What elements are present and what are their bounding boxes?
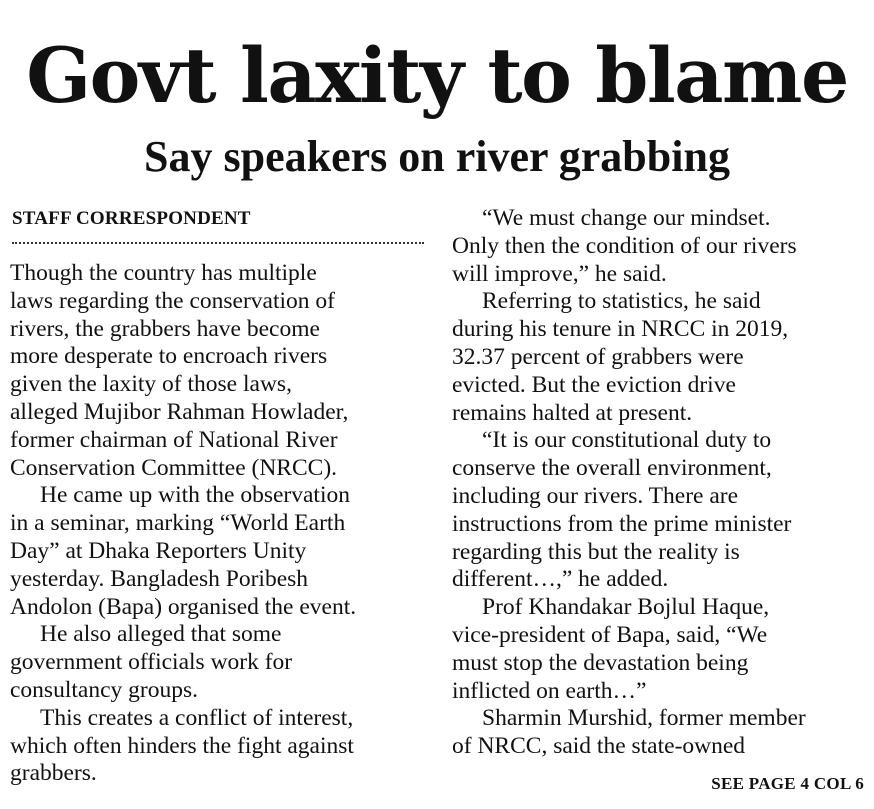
- body-line: given the laxity of those laws,: [10, 371, 292, 398]
- body-line: of NRCC, said the state-owned: [452, 733, 746, 760]
- body-line: instructions from the prime minister: [452, 510, 792, 537]
- byline-divider: [12, 242, 424, 244]
- headline: Govt laxity to blame: [26, 31, 848, 120]
- body-line: different…,” he added.: [452, 566, 669, 593]
- body-line: Sharmin Murshid, former member: [482, 705, 806, 732]
- body-line: “We must change our mindset.: [482, 205, 771, 231]
- body-line: Though the country has multiple: [10, 260, 317, 286]
- body-line: This creates a conflict of interest,: [40, 704, 354, 731]
- body-line: Andolon (Bapa) organised the event.: [10, 593, 357, 620]
- body-line: Conservation Committee (NRCC).: [10, 454, 338, 481]
- subheadline: Say speakers on river grabbing: [144, 132, 730, 181]
- body-line: consultancy groups.: [10, 676, 198, 703]
- body-line: Referring to statistics, he said: [482, 288, 761, 315]
- jump-reference: SEE PAGE 4 COL 6: [711, 774, 864, 793]
- body-line: He came up with the observation: [40, 482, 350, 509]
- body-line: evicted. But the eviction drive: [452, 371, 736, 398]
- body-line: will improve,” he said.: [452, 260, 667, 287]
- body-line: which often hinders the fight against: [10, 732, 354, 759]
- body-line: former chairman of National River: [10, 426, 338, 453]
- body-line: government officials work for: [10, 649, 293, 676]
- body-line: remains halted at present.: [452, 399, 693, 426]
- body-line: He also alleged that some: [40, 621, 282, 648]
- body-line: in a seminar, marking “World Earth: [10, 510, 346, 537]
- body-line: during his tenure in NRCC in 2019,: [452, 316, 789, 343]
- body-line: alleged Mujibor Rahman Howlader,: [10, 398, 349, 425]
- body-line: rivers, the grabbers have become: [10, 315, 320, 342]
- left-column: [10, 260, 430, 788]
- byline: STAFF CORRESPONDENT: [12, 208, 251, 229]
- body-line: grabbers.: [10, 760, 97, 787]
- body-line: “It is our constitutional duty to: [482, 427, 772, 454]
- body-line: Prof Khandakar Bojlul Haque,: [482, 594, 770, 621]
- body-line: must stop the devastation being: [452, 649, 749, 676]
- body-line: Day” at Dhaka Reporters Unity: [10, 537, 307, 564]
- body-line: more desperate to encroach rivers: [10, 343, 328, 370]
- right-column: [452, 205, 872, 761]
- body-line: 32.37 percent of grabbers were: [452, 343, 744, 370]
- body-line: Only then the condition of our rivers: [452, 232, 797, 259]
- body-line: inflicted on earth…”: [452, 677, 647, 704]
- body-line: regarding this but the reality is: [452, 538, 740, 565]
- body-line: vice-president of Bapa, said, “We: [452, 621, 768, 648]
- body-line: including our rivers. There are: [452, 482, 739, 509]
- body-line: conserve the overall environment,: [452, 455, 772, 482]
- body-line: laws regarding the conservation of: [10, 287, 335, 314]
- body-line: yesterday. Bangladesh Poribesh: [10, 565, 309, 592]
